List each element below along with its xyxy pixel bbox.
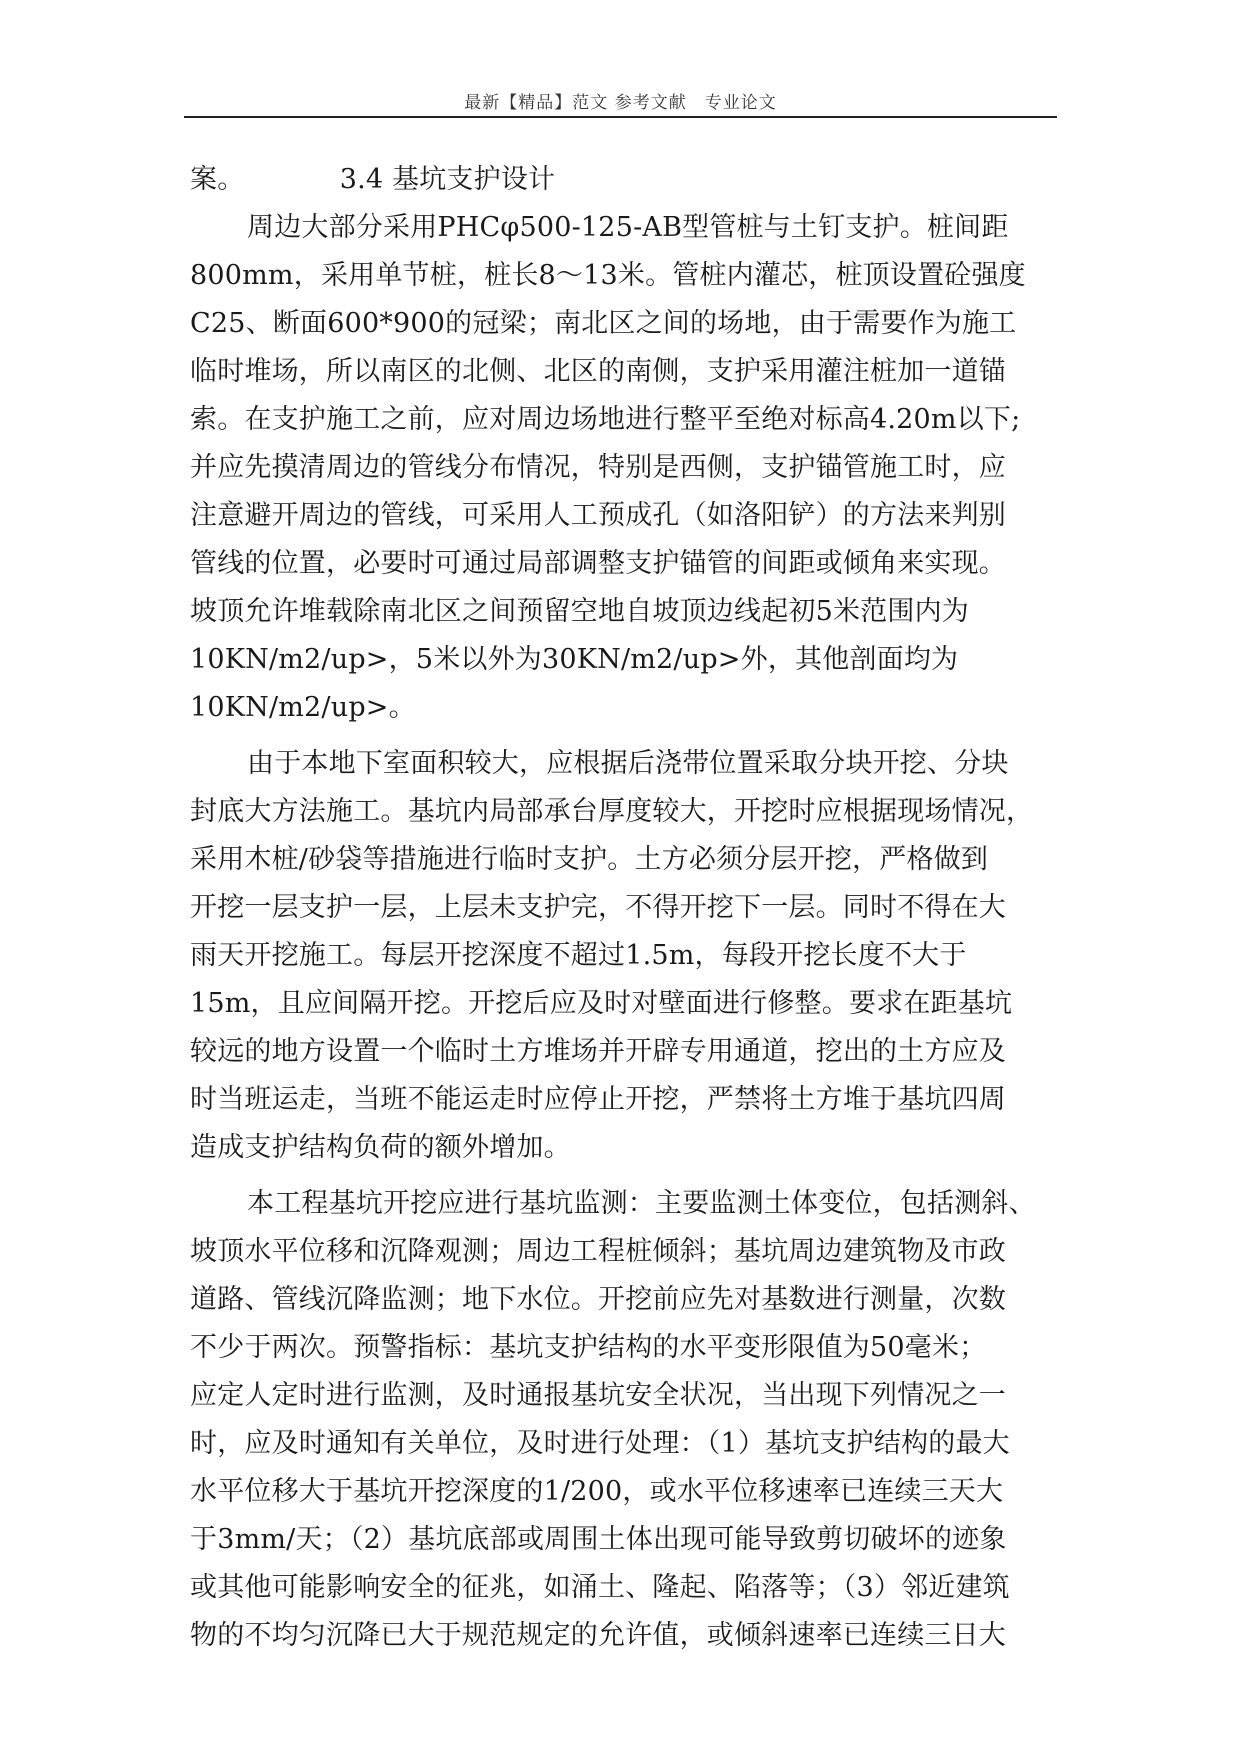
- text-line: 由于本地下室面积较大，应根据后浇带位置采取分块开挖、分块: [247, 748, 1009, 779]
- text-line: 物的不均匀沉降已大于规范规定的允许值，或倾斜速率已连续三日大: [190, 1620, 1006, 1651]
- text-line: 10KN/m2/up>。: [190, 692, 416, 723]
- text-line: 管线的位置，必要时可通过局部调整支护锚管的间距或倾角来实现。: [190, 548, 1006, 579]
- text-line: 造成支护结构负荷的额外增加。: [190, 1132, 571, 1163]
- text-line: 雨天开挖施工。每层开挖深度不超过1.5m，每段开挖长度不大于: [190, 940, 967, 971]
- text-line: C25、断面600*900的冠梁；南北区之间的场地，由于需要作为施工: [190, 308, 1017, 339]
- text-line: 封底大方法施工。基坑内局部承台厚度较大，开挖时应根据现场情况，: [190, 796, 1034, 827]
- text-line: 坡顶允许堆载除南北区之间预留空地自坡顶边线起初5米范围内为: [190, 596, 969, 627]
- text-line: 并应先摸清周边的管线分布情况，特别是西侧，支护锚管施工时，应: [190, 452, 1006, 483]
- body-text: [190, 156, 1052, 1660]
- text-line: 道路、管线沉降监测；地下水位。开挖前应先对基数进行测量，次数: [190, 1284, 1006, 1315]
- text-line: 时当班运走，当班不能运走时应停止开挖，严禁将土方堆于基坑四周: [190, 1084, 1006, 1115]
- text-line: 10KN/m2/up>，5米以外为30KN/m2/up>外，其他剖面均为: [190, 644, 959, 675]
- text-line: 索。在支护施工之前，应对周边场地进行整平至绝对标高4.20m以下;: [190, 404, 1021, 435]
- text-line: 水平位移大于基坑开挖深度的1/200，或水平位移速率已连续三天大: [190, 1476, 1004, 1507]
- paragraph-gap: [190, 732, 1052, 740]
- text-line: 坡顶水平位移和沉降观测；周边工程桩倾斜；基坑周边建筑物及市政: [190, 1236, 1006, 1267]
- text-line: 周边大部分采用PHCφ500-125-AB型管桩与土钉支护。桩间距: [247, 212, 1009, 243]
- text-line: 临时堆场，所以南区的北侧、北区的南侧，支护采用灌注桩加一道锚: [190, 356, 1006, 387]
- text-line: 时，应及时通知有关单位，及时进行处理：（1）基坑支护结构的最大: [190, 1428, 1010, 1459]
- text-line: 15m，且应间隔开挖。开挖后应及时对壁面进行修整。要求在距基坑: [190, 988, 1013, 1019]
- header-rule: [184, 116, 1057, 118]
- text-line: 开挖一层支护一层，上层未支护完，不得开挖下一层。同时不得在大: [190, 892, 1006, 923]
- text-line: 较远的地方设置一个临时土方堆场并开辟专用通道，挖出的土方应及: [190, 1036, 1006, 1067]
- text-line: 800mm，采用单节桩，桩长8～13米。管桩内灌芯，桩顶设置砼强度: [190, 260, 1026, 291]
- paragraph-gap: [190, 1172, 1052, 1180]
- text-line: 案。 3.4 基坑支护设计: [190, 164, 556, 195]
- text-line: 采用木桩/砂袋等措施进行临时支护。土方必须分层开挖，严格做到: [190, 844, 989, 875]
- text-line: 注意避开周边的管线，可采用人工预成孔（如洛阳铲）的方法来判别: [190, 500, 1006, 531]
- text-line: 于3mm/天；（2）基坑底部或周围土体出现可能导致剪切破坏的迹象: [190, 1524, 1007, 1555]
- text-line: 或其他可能影响安全的征兆，如涌土、隆起、陷落等；（3）邻近建筑: [190, 1572, 1010, 1603]
- text-line: 不少于两次。预警指标：基坑支护结构的水平变形限值为50毫米；: [190, 1332, 987, 1363]
- text-line: 应定人定时进行监测，及时通报基坑安全状况，当出现下列情况之一: [190, 1380, 1006, 1411]
- text-line: 本工程基坑开挖应进行基坑监测：主要监测土体变位，包括测斜、: [247, 1188, 1036, 1219]
- page-header: 最新【精品】范文 参考文献 专业论文: [464, 93, 777, 113]
